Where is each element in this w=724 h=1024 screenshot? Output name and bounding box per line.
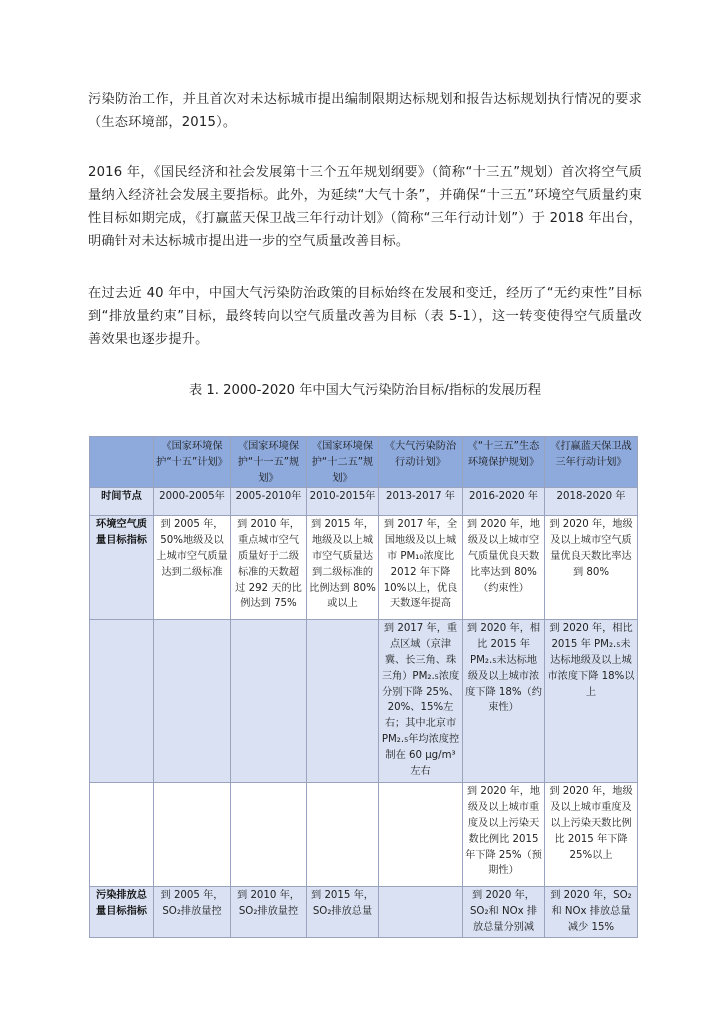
table-cell: [231, 620, 307, 783]
table-cell: 到 2020 年，地级及以上城市空气质量优良天数比率达到 80%: [545, 516, 638, 620]
table-row: [90, 488, 638, 516]
table-cell: 到 2010 年，重点城市空气质量好于二级标准的天数超过 292 天的比例达到 75%: [231, 516, 307, 620]
table-cell: 2013-2017 年: [379, 488, 463, 516]
table-cell: 到 2017 年，全国地级及以上城市 PM₁₀浓度比 2012 年下降 10%以上，优良天数逐年提高: [379, 516, 463, 620]
row-header-emissions: 污染排放总量目标指标: [90, 887, 154, 937]
policy-goals-table: [89, 436, 638, 938]
table-cell: 到 2015 年，地级及以上城市空气质量达到二级标准的比例达到 80%或以上: [307, 516, 379, 620]
table-cell: [307, 783, 379, 887]
table-cell: 2016-2020 年: [463, 488, 545, 516]
column-header-corner: [90, 437, 154, 488]
row-header-empty: [90, 620, 154, 783]
column-header-11th-fyp: 《国家环境保护“十一五”规划》: [231, 437, 307, 488]
table-cell: 到 2015 年，SO₂排放总量: [307, 887, 379, 937]
table-row: [90, 620, 638, 783]
table-row: [90, 783, 638, 887]
table-cell: 到 2020 年，相比 2015 年 PM₂.₅未达标地级及以上城市浓度下降 18%（约束性）: [463, 620, 545, 783]
row-header-air-quality: 环境空气质量目标指标: [90, 516, 154, 620]
table-cell: 到 2020 年，SO₂和 NOx 排放总量分别减: [463, 887, 545, 937]
table-row: [90, 887, 638, 937]
table-cell: 2000-2005年: [154, 488, 231, 516]
column-header-12th-fyp: 《国家环境保护“十二五”规划》: [307, 437, 379, 488]
column-header-13th-fyp: 《“十三五”生态环境保护规划》: [463, 437, 545, 488]
table-cell: 2018-2020 年: [545, 488, 638, 516]
table-cell: 到 2020 年，地级及以上城市空气质量优良天数比率达到 80%（约束性）: [463, 516, 545, 620]
table-row: [90, 516, 638, 620]
table-cell: [379, 887, 463, 937]
table-cell: 到 2020 年，地级及以上城市重度及以上污染天数比例比 2015 年下降 25%（预期性）: [463, 783, 545, 887]
row-header-time: 时间节点: [90, 488, 154, 516]
table-cell: 到 2020 年，相比 2015 年 PM₂.₅未达标地级及以上城市浓度下降 18%以上: [545, 620, 638, 783]
table-cell: 2005-2010年: [231, 488, 307, 516]
table-cell: [379, 783, 463, 887]
table-cell: 到 2017 年，重点区域（京津冀、长三角、珠三角）PM₂.₅浓度分别下降 25%、20%、15%左右；其中北京市 PM₂.₅年均浓度控制在 60 μg/m³左右: [379, 620, 463, 783]
table-caption: 表 1. 2000-2020 年中国大气污染防治目标/指标的发展历程: [188, 383, 542, 398]
column-header-10th-fyp: 《国家环境保护“十五”计划》: [154, 437, 231, 488]
table-cell: 到 2005 年，SO₂排放量控: [154, 887, 231, 937]
table-cell: 到 2010 年，SO₂排放量控: [231, 887, 307, 937]
column-header-action-plan: 《大气污染防治行动计划》: [379, 437, 463, 488]
table-header-row: [90, 437, 638, 488]
table-cell: 到 2020 年，地级及以上城市重度及以上污染天数比例比 2015 年下降 25%以上: [545, 783, 638, 887]
paragraph-1: 污染防治工作，并且首次对未达标城市提出编制限期达标规划和报告达标规划执行情况的要求（生态环境部，2015）。: [88, 92, 642, 130]
paragraph-2: 2016 年，《国民经济和社会发展第十三个五年规划纲要》（简称“十三五”规划）首次将空气质量纳入经济社会发展主要指标。此外，为延续“大气十条”，并确保“十三五”环境空气质量约束性目标如期完成，《打赢蓝天保卫战三年行动计划》（简称“三年行动计划”）于 2018 年出台，明确针对未达标城市提出进一步的空气质量改善目标。: [88, 165, 642, 249]
paragraph-3: 在过去近 40 年中，中国大气污染防治政策的目标始终在发展和变迁，经历了“无约束性”目标到“排放量约束”目标，最终转向以空气质量改善为目标（表 5-1），这一转变使得空气质量改善效果也逐步提升。: [88, 286, 642, 347]
table-cell: [307, 620, 379, 783]
row-header-empty: [90, 783, 154, 887]
table-cell: 到 2005 年，50%地级及以上城市空气质量达到二级标准: [154, 516, 231, 620]
table-cell: [154, 620, 231, 783]
column-header-blue-sky: 《打赢蓝天保卫战三年行动计划》: [545, 437, 638, 488]
table-cell: 到 2020 年，SO₂和 NOx 排放总量减少 15%: [545, 887, 638, 937]
table-cell: [231, 783, 307, 887]
table-cell: 2010-2015年: [307, 488, 379, 516]
table-cell: [154, 783, 231, 887]
